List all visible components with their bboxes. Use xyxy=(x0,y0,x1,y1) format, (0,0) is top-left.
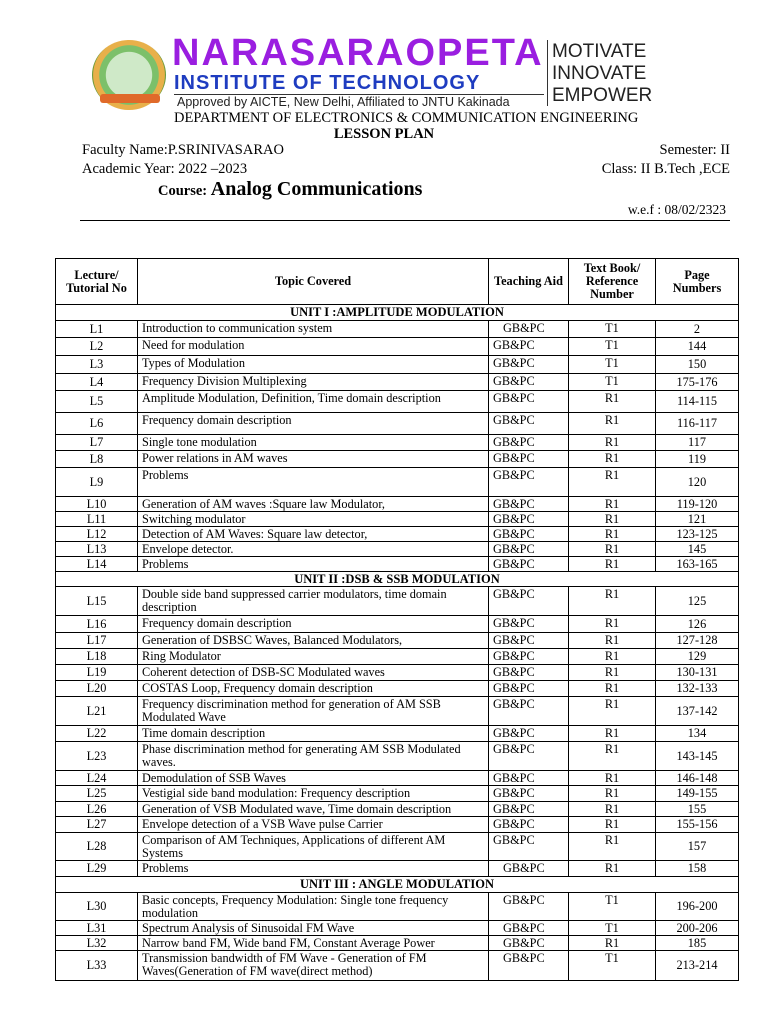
topic-cell: Envelope detection of a VSB Wave pulse Carrier xyxy=(138,817,489,833)
page-numbers-cell: 196-200 xyxy=(656,893,739,921)
lecture-number: L27 xyxy=(56,817,138,833)
lecture-number: L5 xyxy=(56,391,138,413)
column-header-lecture: Lecture/ Tutorial No xyxy=(56,259,138,305)
reference-cell: T1 xyxy=(569,893,656,921)
teaching-aid-cell: GB&PC xyxy=(489,726,569,742)
topic-cell: Narrow band FM, Wide band FM, Constant Average Power xyxy=(138,936,489,951)
lecture-number: L28 xyxy=(56,833,138,861)
table-row xyxy=(56,697,739,726)
table-row xyxy=(56,512,739,527)
department-name: DEPARTMENT OF ELECTRONICS & COMMUNICATION ENGINEERING xyxy=(174,110,639,126)
lecture-number: L19 xyxy=(56,665,138,681)
reference-cell: R1 xyxy=(569,391,656,413)
teaching-aid-cell: GB&PC xyxy=(489,616,569,633)
topic-cell: Generation of AM waves :Square law Modulator, xyxy=(138,497,489,512)
unit-header-row xyxy=(56,305,739,321)
page-numbers-cell: 213-214 xyxy=(656,951,739,981)
teaching-aid-cell: GB&PC xyxy=(489,936,569,951)
motto-line: MOTIVATE xyxy=(552,41,647,62)
teaching-aid-cell: GB&PC xyxy=(489,468,569,497)
topic-cell: Envelope detector. xyxy=(138,542,489,557)
lecture-number: L15 xyxy=(56,587,138,616)
reference-cell: R1 xyxy=(569,557,656,572)
table-row xyxy=(56,633,739,649)
unit-title: UNIT II :DSB & SSB MODULATION xyxy=(56,572,739,587)
lecture-number: L33 xyxy=(56,951,138,981)
table-row xyxy=(56,356,739,374)
teaching-aid-cell: GB&PC xyxy=(489,921,569,936)
reference-cell: R1 xyxy=(569,451,656,468)
topic-cell: Detection of AM Waves: Square law detector, xyxy=(138,527,489,542)
reference-cell: R1 xyxy=(569,468,656,497)
page-numbers-cell: 119 xyxy=(656,451,739,468)
page-numbers-cell: 114-115 xyxy=(656,391,739,413)
teaching-aid-cell: GB&PC xyxy=(489,697,569,726)
teaching-aid-cell: GB&PC xyxy=(489,633,569,649)
logo-subtitle: INSTITUTE OF TECHNOLOGY xyxy=(174,72,481,94)
lecture-number: L30 xyxy=(56,893,138,921)
page-numbers-cell: 144 xyxy=(656,338,739,356)
lecture-number: L14 xyxy=(56,557,138,572)
table-header-row xyxy=(56,259,739,305)
teaching-aid-cell: GB&PC xyxy=(489,435,569,451)
table-row xyxy=(56,921,739,936)
teaching-aid-cell: GB&PC xyxy=(489,817,569,833)
topic-cell: Power relations in AM waves xyxy=(138,451,489,468)
motto-line: EMPOWER xyxy=(552,85,653,106)
reference-cell: R1 xyxy=(569,542,656,557)
lecture-number: L8 xyxy=(56,451,138,468)
lecture-number: L3 xyxy=(56,356,138,374)
lecture-number: L32 xyxy=(56,936,138,951)
reference-cell: R1 xyxy=(569,771,656,786)
effective-date: w.e.f : 08/02/2323 xyxy=(627,202,726,217)
teaching-aid-cell: GB&PC xyxy=(489,542,569,557)
header-rule xyxy=(80,220,730,221)
lecture-number: L21 xyxy=(56,697,138,726)
teaching-aid-cell: GB&PC xyxy=(489,742,569,771)
topic-cell: Time domain description xyxy=(138,726,489,742)
page-numbers-cell: 137-142 xyxy=(656,697,739,726)
page-numbers-cell: 126 xyxy=(656,616,739,633)
teaching-aid-cell: GB&PC xyxy=(489,497,569,512)
teaching-aid-cell: GB&PC xyxy=(489,951,569,981)
reference-cell: T1 xyxy=(569,321,656,338)
topic-cell: Problems xyxy=(138,468,489,497)
column-header-teaching-aid: Teaching Aid xyxy=(489,259,569,305)
topic-cell: Coherent detection of DSB-SC Modulated waves xyxy=(138,665,489,681)
unit-title: UNIT III : ANGLE MODULATION xyxy=(56,877,739,893)
reference-cell: R1 xyxy=(569,936,656,951)
course-name: Analog Communications xyxy=(210,178,423,200)
lecture-number: L4 xyxy=(56,374,138,391)
topic-cell: Vestigial side band modulation: Frequency description xyxy=(138,786,489,802)
lecture-number: L12 xyxy=(56,527,138,542)
page-numbers-cell: 127-128 xyxy=(656,633,739,649)
course-label: Course: xyxy=(158,183,208,199)
reference-cell: R1 xyxy=(569,527,656,542)
page-numbers-cell: 149-155 xyxy=(656,786,739,802)
reference-cell: R1 xyxy=(569,649,656,665)
table-row xyxy=(56,374,739,391)
page-numbers-cell: 185 xyxy=(656,936,739,951)
lesson-plan-table xyxy=(55,258,739,981)
topic-cell: Generation of VSB Modulated wave, Time domain description xyxy=(138,802,489,817)
lecture-number: L7 xyxy=(56,435,138,451)
semester: Semester: II xyxy=(659,142,730,158)
lecture-number: L18 xyxy=(56,649,138,665)
lecture-number: L22 xyxy=(56,726,138,742)
page-numbers-cell: 157 xyxy=(656,833,739,861)
reference-cell: R1 xyxy=(569,742,656,771)
topic-cell: Frequency domain description xyxy=(138,616,489,633)
page-numbers-cell: 150 xyxy=(656,356,739,374)
column-header-pages: Page Numbers xyxy=(656,259,739,305)
lecture-number: L11 xyxy=(56,512,138,527)
topic-cell: Need for modulation xyxy=(138,338,489,356)
page-numbers-cell: 116-117 xyxy=(656,413,739,435)
reference-cell: R1 xyxy=(569,665,656,681)
page-numbers-cell: 121 xyxy=(656,512,739,527)
lecture-number: L10 xyxy=(56,497,138,512)
topic-cell: Frequency Division Multiplexing xyxy=(138,374,489,391)
reference-cell: R1 xyxy=(569,413,656,435)
table-row xyxy=(56,413,739,435)
teaching-aid-cell: GB&PC xyxy=(489,771,569,786)
topic-cell: Frequency domain description xyxy=(138,413,489,435)
page-numbers-cell: 143-145 xyxy=(656,742,739,771)
table-row xyxy=(56,771,739,786)
reference-cell: R1 xyxy=(569,616,656,633)
topic-cell: Problems xyxy=(138,557,489,572)
reference-cell: R1 xyxy=(569,435,656,451)
teaching-aid-cell: GB&PC xyxy=(489,413,569,435)
unit-header-row xyxy=(56,572,739,587)
lecture-number: L16 xyxy=(56,616,138,633)
approval-text: Approved by AICTE, New Delhi, Affiliated to JNTU Kakinada xyxy=(177,95,510,109)
lecture-number: L9 xyxy=(56,468,138,497)
column-header-reference: Text Book/ Reference Number xyxy=(569,259,656,305)
teaching-aid-cell: GB&PC xyxy=(489,833,569,861)
reference-cell: R1 xyxy=(569,697,656,726)
reference-cell: R1 xyxy=(569,681,656,697)
teaching-aid-cell: GB&PC xyxy=(489,665,569,681)
table-row xyxy=(56,557,739,572)
reference-cell: T1 xyxy=(569,951,656,981)
page-numbers-cell: 155-156 xyxy=(656,817,739,833)
topic-cell: Phase discrimination method for generating AM SSB Modulated waves. xyxy=(138,742,489,771)
table-row xyxy=(56,665,739,681)
topic-cell: Double side band suppressed carrier modulators, time domain description xyxy=(138,587,489,616)
table-row xyxy=(56,786,739,802)
table-row xyxy=(56,681,739,697)
page-numbers-cell: 123-125 xyxy=(656,527,739,542)
page-numbers-cell: 175-176 xyxy=(656,374,739,391)
table-row xyxy=(56,587,739,616)
teaching-aid-cell: GB&PC xyxy=(489,786,569,802)
teaching-aid-cell: GB&PC xyxy=(489,681,569,697)
academic-year: Academic Year: 2022 –2023 xyxy=(82,161,248,177)
page-numbers-cell: 2 xyxy=(656,321,739,338)
page-numbers-cell: 129 xyxy=(656,649,739,665)
reference-cell: T1 xyxy=(569,356,656,374)
table-row xyxy=(56,802,739,817)
reference-cell: R1 xyxy=(569,786,656,802)
topic-cell: Spectrum Analysis of Sinusoidal FM Wave xyxy=(138,921,489,936)
table-row xyxy=(56,951,739,981)
page-numbers-cell: 132-133 xyxy=(656,681,739,697)
table-row xyxy=(56,451,739,468)
table-row xyxy=(56,833,739,861)
page-numbers-cell: 120 xyxy=(656,468,739,497)
reference-cell: R1 xyxy=(569,817,656,833)
page-numbers-cell: 134 xyxy=(656,726,739,742)
teaching-aid-cell: GB&PC xyxy=(489,374,569,391)
topic-cell: Frequency discrimination method for generation of AM SSB Modulated Wave xyxy=(138,697,489,726)
topic-cell: COSTAS Loop, Frequency domain description xyxy=(138,681,489,697)
page-numbers-cell: 200-206 xyxy=(656,921,739,936)
teaching-aid-cell: GB&PC xyxy=(489,338,569,356)
lecture-number: L24 xyxy=(56,771,138,786)
lecture-number: L23 xyxy=(56,742,138,771)
topic-cell: Types of Modulation xyxy=(138,356,489,374)
reference-cell: T1 xyxy=(569,374,656,391)
table-row xyxy=(56,726,739,742)
topic-cell: Introduction to communication system xyxy=(138,321,489,338)
topic-cell: Demodulation of SSB Waves xyxy=(138,771,489,786)
unit-header-row xyxy=(56,877,739,893)
class: Class: II B.Tech ,ECE xyxy=(601,161,730,177)
page-numbers-cell: 163-165 xyxy=(656,557,739,572)
lecture-number: L2 xyxy=(56,338,138,356)
lecture-number: L20 xyxy=(56,681,138,697)
table-row xyxy=(56,321,739,338)
table-row xyxy=(56,338,739,356)
topic-cell: Transmission bandwidth of FM Wave - Generation of FM Waves(Generation of FM wave(direct method) xyxy=(138,951,489,981)
motto-divider xyxy=(547,40,548,106)
topic-cell: Basic concepts, Frequency Modulation: Single tone frequency modulation xyxy=(138,893,489,921)
lecture-number: L31 xyxy=(56,921,138,936)
page-numbers-cell: 146-148 xyxy=(656,771,739,786)
page-numbers-cell: 155 xyxy=(656,802,739,817)
lecture-number: L13 xyxy=(56,542,138,557)
table-row xyxy=(56,616,739,633)
table-row xyxy=(56,936,739,951)
unit-title: UNIT I :AMPLITUDE MODULATION xyxy=(56,305,739,321)
page-numbers-cell: 145 xyxy=(656,542,739,557)
teaching-aid-cell: GB&PC xyxy=(489,557,569,572)
table-row xyxy=(56,893,739,921)
table-row xyxy=(56,468,739,497)
lecture-number: L25 xyxy=(56,786,138,802)
table-row xyxy=(56,527,739,542)
table-row xyxy=(56,861,739,877)
reference-cell: R1 xyxy=(569,833,656,861)
reference-cell: R1 xyxy=(569,802,656,817)
table-row xyxy=(56,542,739,557)
table-row xyxy=(56,742,739,771)
document-title: LESSON PLAN xyxy=(333,126,435,142)
table-row xyxy=(56,497,739,512)
topic-cell: Generation of DSBSC Waves, Balanced Modulators, xyxy=(138,633,489,649)
lecture-number: L26 xyxy=(56,802,138,817)
reference-cell: R1 xyxy=(569,497,656,512)
teaching-aid-cell: GB&PC xyxy=(489,512,569,527)
teaching-aid-cell: GB&PC xyxy=(489,861,569,877)
motto-line: INNOVATE xyxy=(552,63,647,84)
table-row xyxy=(56,817,739,833)
faculty-name: Faculty Name:P.SRINIVASARAO xyxy=(82,142,284,158)
page-numbers-cell: 119-120 xyxy=(656,497,739,512)
reference-cell: R1 xyxy=(569,633,656,649)
table-row xyxy=(56,435,739,451)
teaching-aid-cell: GB&PC xyxy=(489,527,569,542)
lecture-number: L17 xyxy=(56,633,138,649)
teaching-aid-cell: GB&PC xyxy=(489,321,569,338)
page-numbers-cell: 125 xyxy=(656,587,739,616)
page-numbers-cell: 117 xyxy=(656,435,739,451)
teaching-aid-cell: GB&PC xyxy=(489,451,569,468)
table-row xyxy=(56,391,739,413)
reference-cell: R1 xyxy=(569,512,656,527)
teaching-aid-cell: GB&PC xyxy=(489,802,569,817)
topic-cell: Amplitude Modulation, Definition, Time domain description xyxy=(138,391,489,413)
teaching-aid-cell: GB&PC xyxy=(489,893,569,921)
teaching-aid-cell: GB&PC xyxy=(489,391,569,413)
teaching-aid-cell: GB&PC xyxy=(489,587,569,616)
table-row xyxy=(56,649,739,665)
topic-cell: Problems xyxy=(138,861,489,877)
reference-cell: T1 xyxy=(569,338,656,356)
logo-name: NARASARAOPETA xyxy=(172,32,544,74)
column-header-topic: Topic Covered xyxy=(138,259,489,305)
lecture-number: L1 xyxy=(56,321,138,338)
topic-cell: Comparison of AM Techniques, Applications of different AM Systems xyxy=(138,833,489,861)
reference-cell: T1 xyxy=(569,921,656,936)
reference-cell: R1 xyxy=(569,587,656,616)
reference-cell: R1 xyxy=(569,726,656,742)
page-numbers-cell: 130-131 xyxy=(656,665,739,681)
topic-cell: Single tone modulation xyxy=(138,435,489,451)
teaching-aid-cell: GB&PC xyxy=(489,356,569,374)
lecture-number: L29 xyxy=(56,861,138,877)
reference-cell: R1 xyxy=(569,861,656,877)
topic-cell: Ring Modulator xyxy=(138,649,489,665)
page-numbers-cell: 158 xyxy=(656,861,739,877)
seal-ribbon xyxy=(100,94,160,103)
lecture-number: L6 xyxy=(56,413,138,435)
topic-cell: Switching modulator xyxy=(138,512,489,527)
teaching-aid-cell: GB&PC xyxy=(489,649,569,665)
